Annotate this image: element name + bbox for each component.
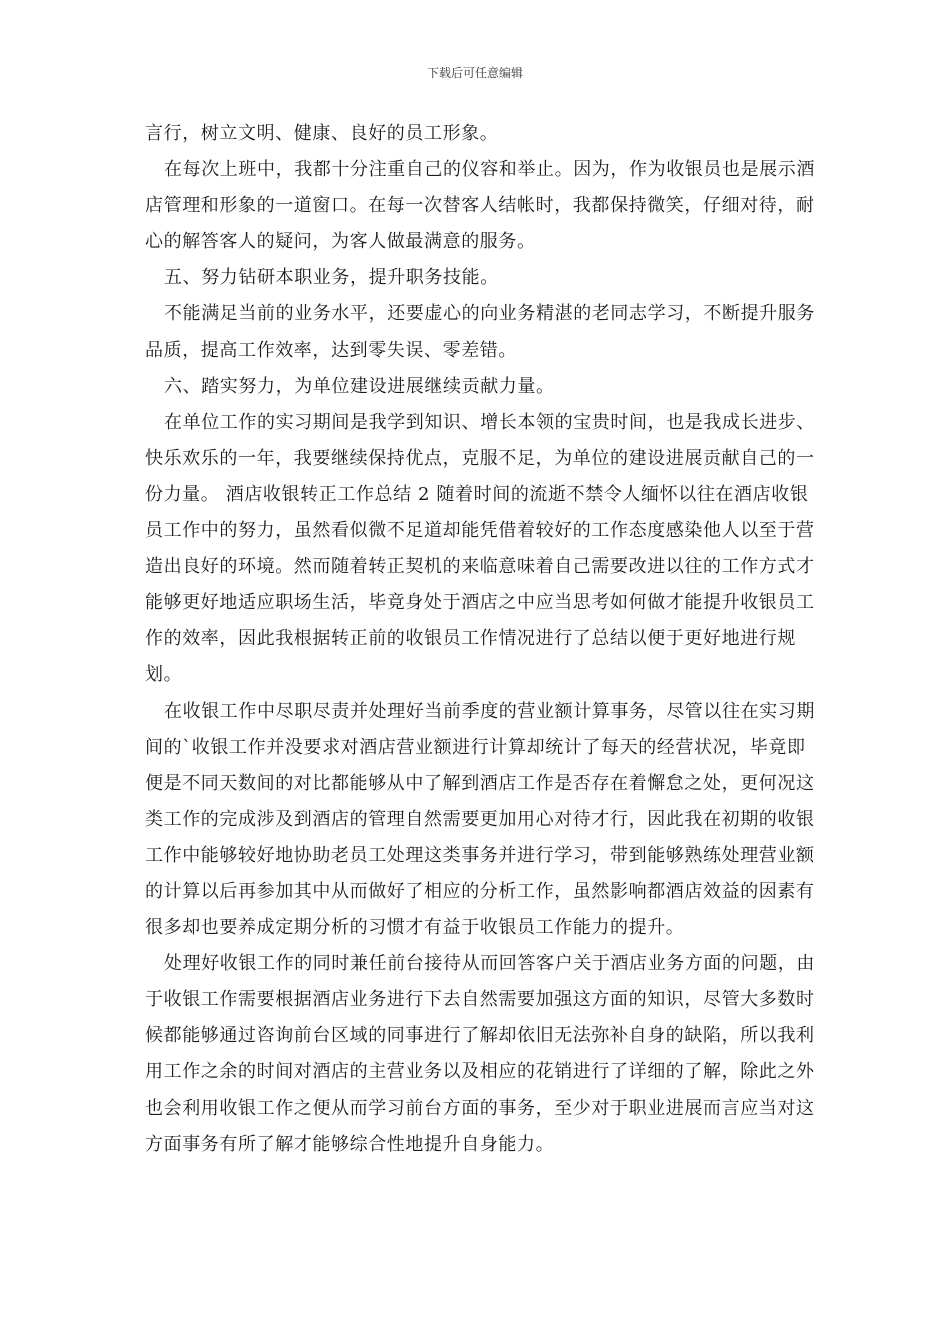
paragraph-4: 在单位工作的实习期间是我学到知识、增长本领的宝贵时间，也是我成长进步、快乐欢乐的一年，我要继续保持优点，克服不足，为单位的建设进展贡献自己的一份力量。 酒店收银转正工作总结 2 随着时间的流逝不禁令人缅怀以往在酒店收银员工作中的努力，虽然看似微不足道却能凭借着较好的工作态度感染他人以至于营造出良好的环境。然而随着转正契机的来临意味着自己需要改进以往的工作方式才能够更好地适应职场生活，毕竟身处于酒店之中应当思考如何做才能提升收银员工作的效率，因此我根据转正前的收银员工作情况进行了总结以便于更好地进行规划。 [145, 411, 815, 686]
page-header-note: 下载后可任意编辑 [426, 66, 523, 80]
paragraph-1: 言行，树立文明、健康、良好的员工形象。 [145, 123, 499, 144]
document-body [145, 116, 820, 1163]
section-heading-5: 五、努力钻研本职业务，提升职务技能。 [164, 267, 499, 289]
paragraph-5: 在收银工作中尽职尽责并处理好当前季度的营业额计算事务，尽管以往在实习期间的`收银工作并没要求对酒店营业额进行计算却统计了每天的经营状况，毕竟即便是不同天数间的对比都能够从中了解到酒店工作是否存在着懈怠之处，更何况这类工作的完成涉及到酒店的管理自然需要更加用心对待才行，因此我在初期的收银工作中能够较好地协助老员工处理这类事务并进行学习，带到能够熟练处理营业额的计算以后再参加其中从而做好了相应的分析工作，虽然影响都酒店效益的因素有很多却也要养成定期分析的习惯才有益于收银员工作能力的提升。 [145, 700, 815, 939]
paragraph-6: 处理好收银工作的同时兼任前台接待从而回答客户关于酒店业务方面的问题，由于收银工作需要根据酒店业务进行下去自然需要加强这方面的知识，尽管大多数时候都能够通过咨询前台区域的同事进行了解却依旧无法弥补自身的缺陷，所以我利用工作之余的时间对酒店的主营业务以及相应的花销进行了详细的了解，除此之外也会利用收银工作之便从而学习前台方面的事务，至少对于职业进展而言应当对这方面事务有所了解才能够综合性地提升自身能力。 [145, 953, 815, 1155]
paragraph-2: 在每次上班中，我都十分注重自己的仪容和举止。因为，作为收银员也是展示酒店管理和形象的一道窗口。在每一次替客人结帐时，我都保持微笑，仔细对待，耐心的解答客人的疑问，为客人做最满意的服务。 [145, 159, 815, 253]
section-heading-6: 六、踏实努力，为单位建设进展继续贡献力量。 [164, 375, 555, 397]
paragraph-3: 不能满足当前的业务水平，还要虚心的向业务精湛的老同志学习，不断提升服务品质，提高工作效率，达到零失误、零差错。 [145, 303, 815, 361]
